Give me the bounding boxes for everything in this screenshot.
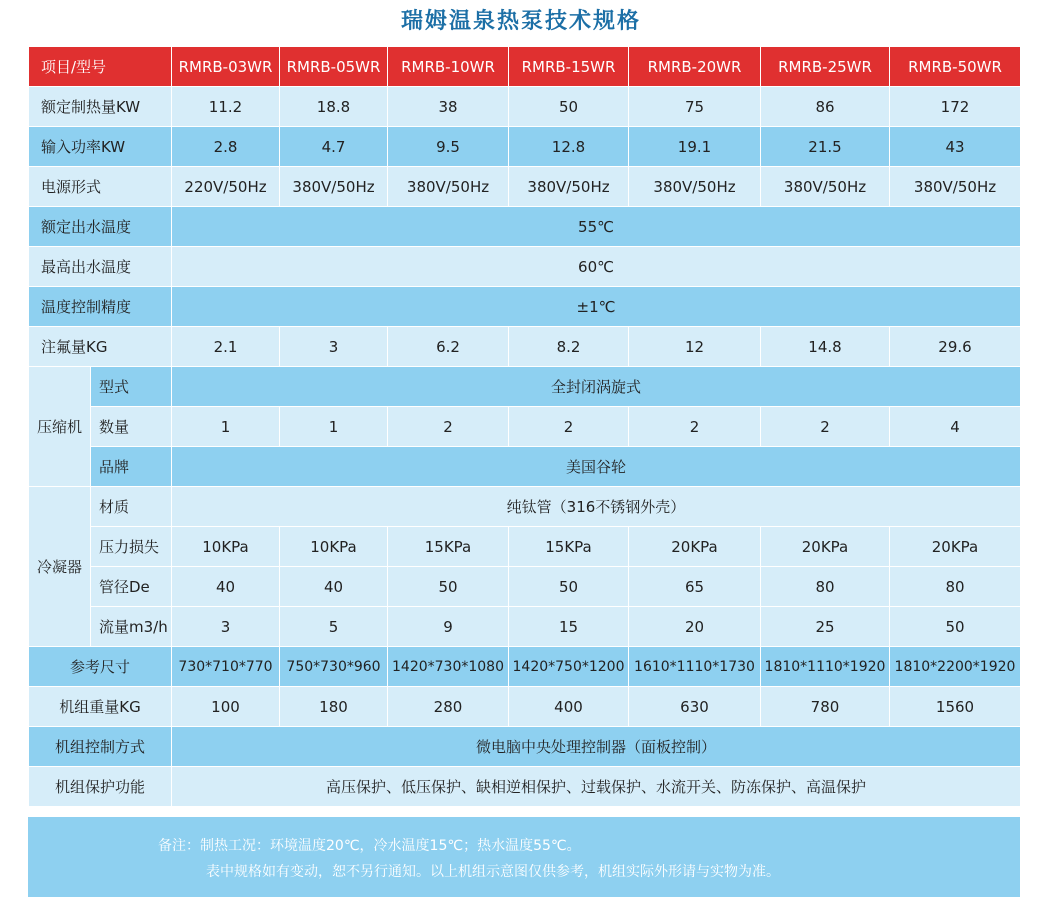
table-cell: 25 bbox=[761, 607, 890, 647]
table-cell: 1610*1110*1730 bbox=[629, 647, 761, 687]
table-cell: 380V/50Hz bbox=[388, 167, 509, 207]
table-cell: 5 bbox=[280, 607, 388, 647]
table-cell: 1560 bbox=[890, 687, 1021, 727]
table-cell: 2 bbox=[509, 407, 629, 447]
table-cell: 1810*2200*1920 bbox=[890, 647, 1021, 687]
table-cell: 2 bbox=[388, 407, 509, 447]
table-cell: 1 bbox=[280, 407, 388, 447]
table-cell: 780 bbox=[761, 687, 890, 727]
table-row bbox=[29, 687, 1021, 727]
row-label: 品牌 bbox=[91, 447, 172, 487]
table-cell: 15 bbox=[509, 607, 629, 647]
table-cell: 55℃ bbox=[172, 207, 1021, 247]
table-row bbox=[29, 287, 1021, 327]
footnote-line-1: 备注：制热工况：环境温度20℃，冷水温度15℃；热水温度55℃。 bbox=[158, 838, 581, 854]
row-label: 材质 bbox=[91, 487, 172, 527]
table-cell: 75 bbox=[629, 87, 761, 127]
table-row bbox=[29, 527, 1021, 567]
row-label: 压力损失 bbox=[91, 527, 172, 567]
row-label: 管径De bbox=[91, 567, 172, 607]
table-cell: 9.5 bbox=[388, 127, 509, 167]
table-cell: 1 bbox=[172, 407, 280, 447]
table-cell: 172 bbox=[890, 87, 1021, 127]
table-cell: 15KPa bbox=[388, 527, 509, 567]
table-cell: 19.1 bbox=[629, 127, 761, 167]
header-label: 项目/型号 bbox=[29, 47, 172, 87]
table-cell: 380V/50Hz bbox=[280, 167, 388, 207]
table-cell: 全封闭涡旋式 bbox=[172, 367, 1021, 407]
row-label: 机组重量KG bbox=[29, 687, 172, 727]
table-cell: 40 bbox=[172, 567, 280, 607]
table-cell: 微电脑中央处理控制器（面板控制） bbox=[172, 727, 1021, 767]
table-cell: 750*730*960 bbox=[280, 647, 388, 687]
table-row bbox=[29, 167, 1021, 207]
table-cell: 60℃ bbox=[172, 247, 1021, 287]
table-cell: 100 bbox=[172, 687, 280, 727]
table-row bbox=[29, 647, 1021, 687]
group-label: 压缩机 bbox=[29, 367, 91, 487]
table-cell: 1810*1110*1920 bbox=[761, 647, 890, 687]
model-header: RMRB-20WR bbox=[629, 47, 761, 87]
model-header: RMRB-05WR bbox=[280, 47, 388, 87]
table-cell: 4 bbox=[890, 407, 1021, 447]
table-cell: 11.2 bbox=[172, 87, 280, 127]
table-cell: 18.8 bbox=[280, 87, 388, 127]
table-cell: 3 bbox=[172, 607, 280, 647]
table-cell: 380V/50Hz bbox=[629, 167, 761, 207]
table-cell: 6.2 bbox=[388, 327, 509, 367]
table-cell: 65 bbox=[629, 567, 761, 607]
table-cell: 38 bbox=[388, 87, 509, 127]
table-cell: 1420*730*1080 bbox=[388, 647, 509, 687]
table-cell: 380V/50Hz bbox=[509, 167, 629, 207]
table-row bbox=[29, 567, 1021, 607]
model-header: RMRB-10WR bbox=[388, 47, 509, 87]
table-row bbox=[29, 367, 1021, 407]
table-row bbox=[29, 87, 1021, 127]
row-label: 机组控制方式 bbox=[29, 727, 172, 767]
row-label: 流量m3/h bbox=[91, 607, 172, 647]
table-cell: 10KPa bbox=[172, 527, 280, 567]
table-cell: 14.8 bbox=[761, 327, 890, 367]
page-title: 瑞姆温泉热泵技术规格 bbox=[400, 9, 641, 34]
model-header: RMRB-50WR bbox=[890, 47, 1021, 87]
table-cell: 220V/50Hz bbox=[172, 167, 280, 207]
row-label: 电源形式 bbox=[29, 167, 172, 207]
table-cell: 2.8 bbox=[172, 127, 280, 167]
model-header: RMRB-15WR bbox=[509, 47, 629, 87]
table-row bbox=[29, 727, 1021, 767]
table-row bbox=[29, 247, 1021, 287]
table-cell: 80 bbox=[890, 567, 1021, 607]
table-cell: 280 bbox=[388, 687, 509, 727]
table-row bbox=[29, 607, 1021, 647]
table-header-row bbox=[29, 47, 1021, 87]
table-row bbox=[29, 487, 1021, 527]
row-label: 温度控制精度 bbox=[29, 287, 172, 327]
table-row bbox=[29, 407, 1021, 447]
row-label: 参考尺寸 bbox=[29, 647, 172, 687]
table-cell: 40 bbox=[280, 567, 388, 607]
table-row bbox=[29, 767, 1021, 807]
table-cell: 50 bbox=[509, 87, 629, 127]
row-label: 额定出水温度 bbox=[29, 207, 172, 247]
table-row bbox=[29, 207, 1021, 247]
table-cell: 20KPa bbox=[890, 527, 1021, 567]
table-cell: 20KPa bbox=[629, 527, 761, 567]
row-label: 最高出水温度 bbox=[29, 247, 172, 287]
table-cell: 12 bbox=[629, 327, 761, 367]
table-cell: 3 bbox=[280, 327, 388, 367]
table-cell: 15KPa bbox=[509, 527, 629, 567]
row-label: 注氟量KG bbox=[29, 327, 172, 367]
table-row bbox=[29, 447, 1021, 487]
footnote-line-2: 表中规格如有变动，恕不另行通知。以上机组示意图仅供参考，机组实际外形请与实物为准。 bbox=[206, 864, 780, 880]
footnote bbox=[28, 817, 1020, 897]
table-cell: 730*710*770 bbox=[172, 647, 280, 687]
table-cell: 12.8 bbox=[509, 127, 629, 167]
table-cell: 20 bbox=[629, 607, 761, 647]
table-cell: 50 bbox=[388, 567, 509, 607]
row-label: 额定制热量KW bbox=[29, 87, 172, 127]
table-cell: 380V/50Hz bbox=[761, 167, 890, 207]
table-cell: 400 bbox=[509, 687, 629, 727]
table-cell: 4.7 bbox=[280, 127, 388, 167]
table-cell: 2 bbox=[629, 407, 761, 447]
table-cell: 2.1 bbox=[172, 327, 280, 367]
table-cell: 高压保护、低压保护、缺相逆相保护、过载保护、水流开关、防冻保护、高温保护 bbox=[172, 767, 1021, 807]
table-cell: 43 bbox=[890, 127, 1021, 167]
table-cell: 纯钛管（316不锈钢外壳） bbox=[172, 487, 1021, 527]
table-row bbox=[29, 327, 1021, 367]
table-cell: 2 bbox=[761, 407, 890, 447]
table-cell: 50 bbox=[890, 607, 1021, 647]
table-cell: 美国谷轮 bbox=[172, 447, 1021, 487]
table-cell: 50 bbox=[509, 567, 629, 607]
table-cell: 9 bbox=[388, 607, 509, 647]
table-cell: 20KPa bbox=[761, 527, 890, 567]
table-cell: ±1℃ bbox=[172, 287, 1021, 327]
table-cell: 86 bbox=[761, 87, 890, 127]
row-label: 输入功率KW bbox=[29, 127, 172, 167]
model-header: RMRB-03WR bbox=[172, 47, 280, 87]
table-cell: 380V/50Hz bbox=[890, 167, 1021, 207]
model-header: RMRB-25WR bbox=[761, 47, 890, 87]
table-cell: 1420*750*1200 bbox=[509, 647, 629, 687]
row-label: 数量 bbox=[91, 407, 172, 447]
row-label: 机组保护功能 bbox=[29, 767, 172, 807]
table-cell: 630 bbox=[629, 687, 761, 727]
table-cell: 21.5 bbox=[761, 127, 890, 167]
table-cell: 180 bbox=[280, 687, 388, 727]
table-cell: 80 bbox=[761, 567, 890, 607]
table-cell: 29.6 bbox=[890, 327, 1021, 367]
row-label: 型式 bbox=[91, 367, 172, 407]
table-cell: 10KPa bbox=[280, 527, 388, 567]
table-cell: 8.2 bbox=[509, 327, 629, 367]
group-label: 冷凝器 bbox=[29, 487, 91, 647]
table-row bbox=[29, 127, 1021, 167]
spec-table bbox=[28, 46, 1021, 807]
